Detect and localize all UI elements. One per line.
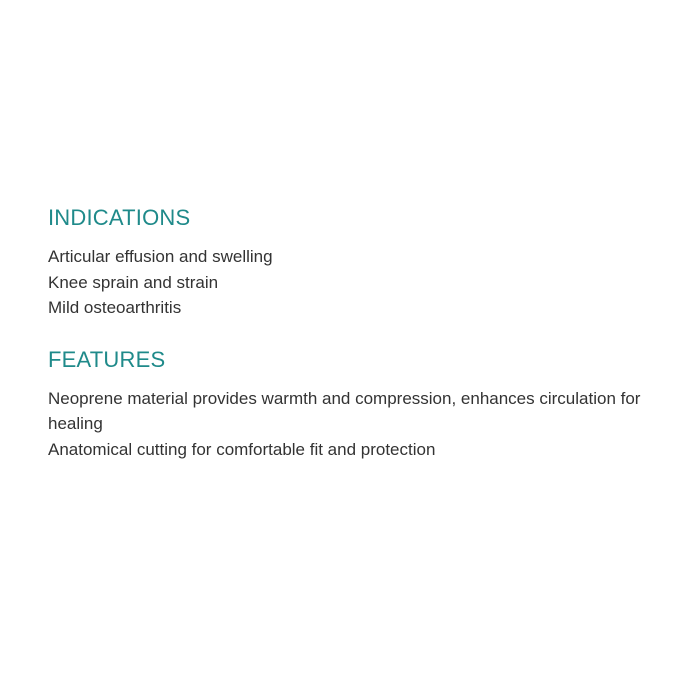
product-description bbox=[48, 204, 688, 462]
indications-heading: INDICATIONS bbox=[48, 205, 191, 230]
list-item: Neoprene material provides warmth and compression, enhances circulation for healing bbox=[48, 388, 641, 433]
features-section bbox=[48, 346, 688, 463]
indications-section bbox=[48, 204, 688, 321]
list-item: Mild osteoarthritis bbox=[48, 298, 182, 317]
features-list bbox=[48, 386, 688, 463]
features-heading: FEATURES bbox=[48, 346, 166, 372]
list-item: Anatomical cutting for comfortable fit and protection bbox=[48, 439, 436, 459]
indications-list bbox=[48, 244, 688, 321]
list-item: Knee sprain and strain bbox=[48, 272, 219, 292]
list-item: Articular effusion and swelling bbox=[48, 247, 273, 266]
